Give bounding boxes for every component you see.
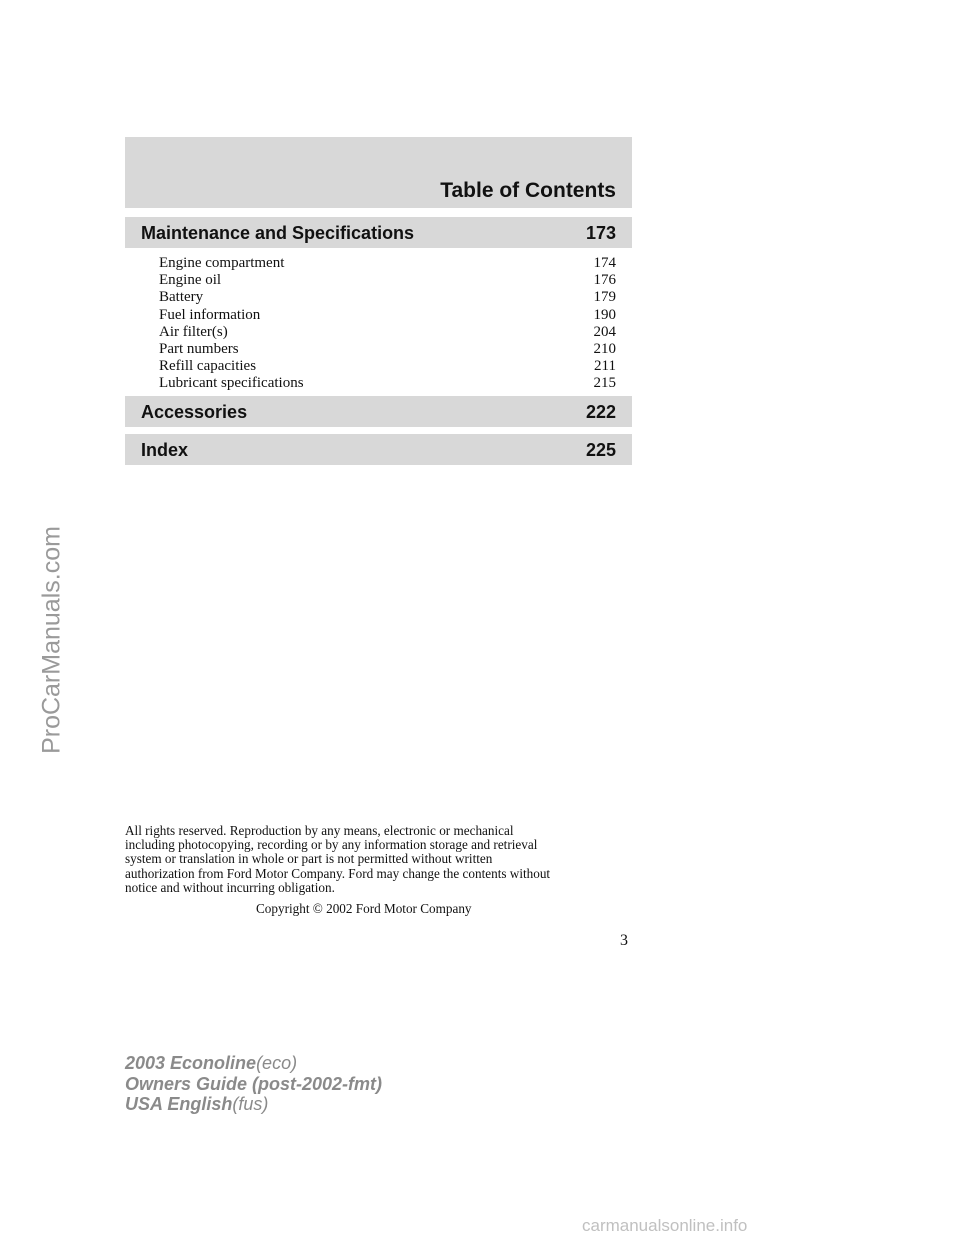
list-item-label: Part numbers [159,340,239,357]
list-item-label: Fuel information [159,306,261,323]
watermark-bottom: carmanualsonline.info [582,1216,748,1235]
section-page: 222 [585,402,616,422]
section-index[interactable] [125,434,632,465]
section-title: Index [141,440,189,460]
section-page: 173 [585,223,616,243]
rights-line: notice and without incurring obligation. [125,879,335,895]
section-page: 225 [585,440,616,460]
list-item-label: Refill capacities [159,358,257,375]
list-item-label: Lubricant specifications [159,375,304,392]
footer-line-2 [125,1074,382,1095]
rights-line: including photocopying, recording or by any information storage and retrieval [125,837,538,853]
list-item-page: 211 [594,358,616,375]
copyright-notice: Copyright © 2002 Ford Motor Company [256,901,472,916]
section-accessories[interactable] [125,396,632,427]
list-item[interactable] [159,307,616,324]
list-item[interactable] [159,289,616,306]
section-maintenance[interactable] [125,217,632,248]
list-item[interactable] [159,375,616,392]
page-title: Table of Contents [440,179,616,202]
toc-header [125,137,632,208]
footer-line-3 [125,1094,382,1115]
document-footer [125,1053,382,1115]
list-item[interactable] [159,358,616,375]
list-item-page: 215 [593,375,616,392]
list-item[interactable] [159,272,616,289]
list-item-page: 190 [593,306,616,323]
section-title: Accessories [141,402,248,422]
list-item-label: Engine oil [159,272,222,289]
footer-model-code: (eco) [256,1053,298,1073]
list-item-page: 179 [593,289,616,306]
watermark-side: ProCarManuals.com [37,526,66,754]
list-item[interactable] [159,341,616,358]
rights-line: All rights reserved. Reproduction by any means, electronic or mechanical [125,823,514,838]
footer-model: 2003 Econoline [125,1053,257,1073]
list-item-page: 210 [593,340,616,357]
footer-language-code: (fus) [232,1094,269,1114]
list-item-page: 174 [593,255,616,271]
list-item-label: Air filter(s) [159,323,228,340]
list-item-page: 176 [593,272,616,289]
page-number: 3 [620,932,628,949]
rights-line: authorization from Ford Motor Company. Ford may change the contents without [125,865,551,881]
footer-guide: Owners Guide (post-2002-fmt) [125,1073,383,1094]
section-title: Maintenance and Specifications [141,223,415,243]
rights-statement [125,824,645,895]
list-item-label: Engine compartment [159,255,285,271]
list-item[interactable] [159,255,616,272]
footer-language: USA English [125,1094,233,1114]
rights-line: system or translation in whole or part is not permitted without written [125,851,493,867]
list-item-label: Battery [159,289,204,306]
list-item-page: 204 [593,323,616,340]
list-item[interactable] [159,324,616,341]
subsection-list [159,255,616,393]
footer-line-1 [125,1053,382,1074]
